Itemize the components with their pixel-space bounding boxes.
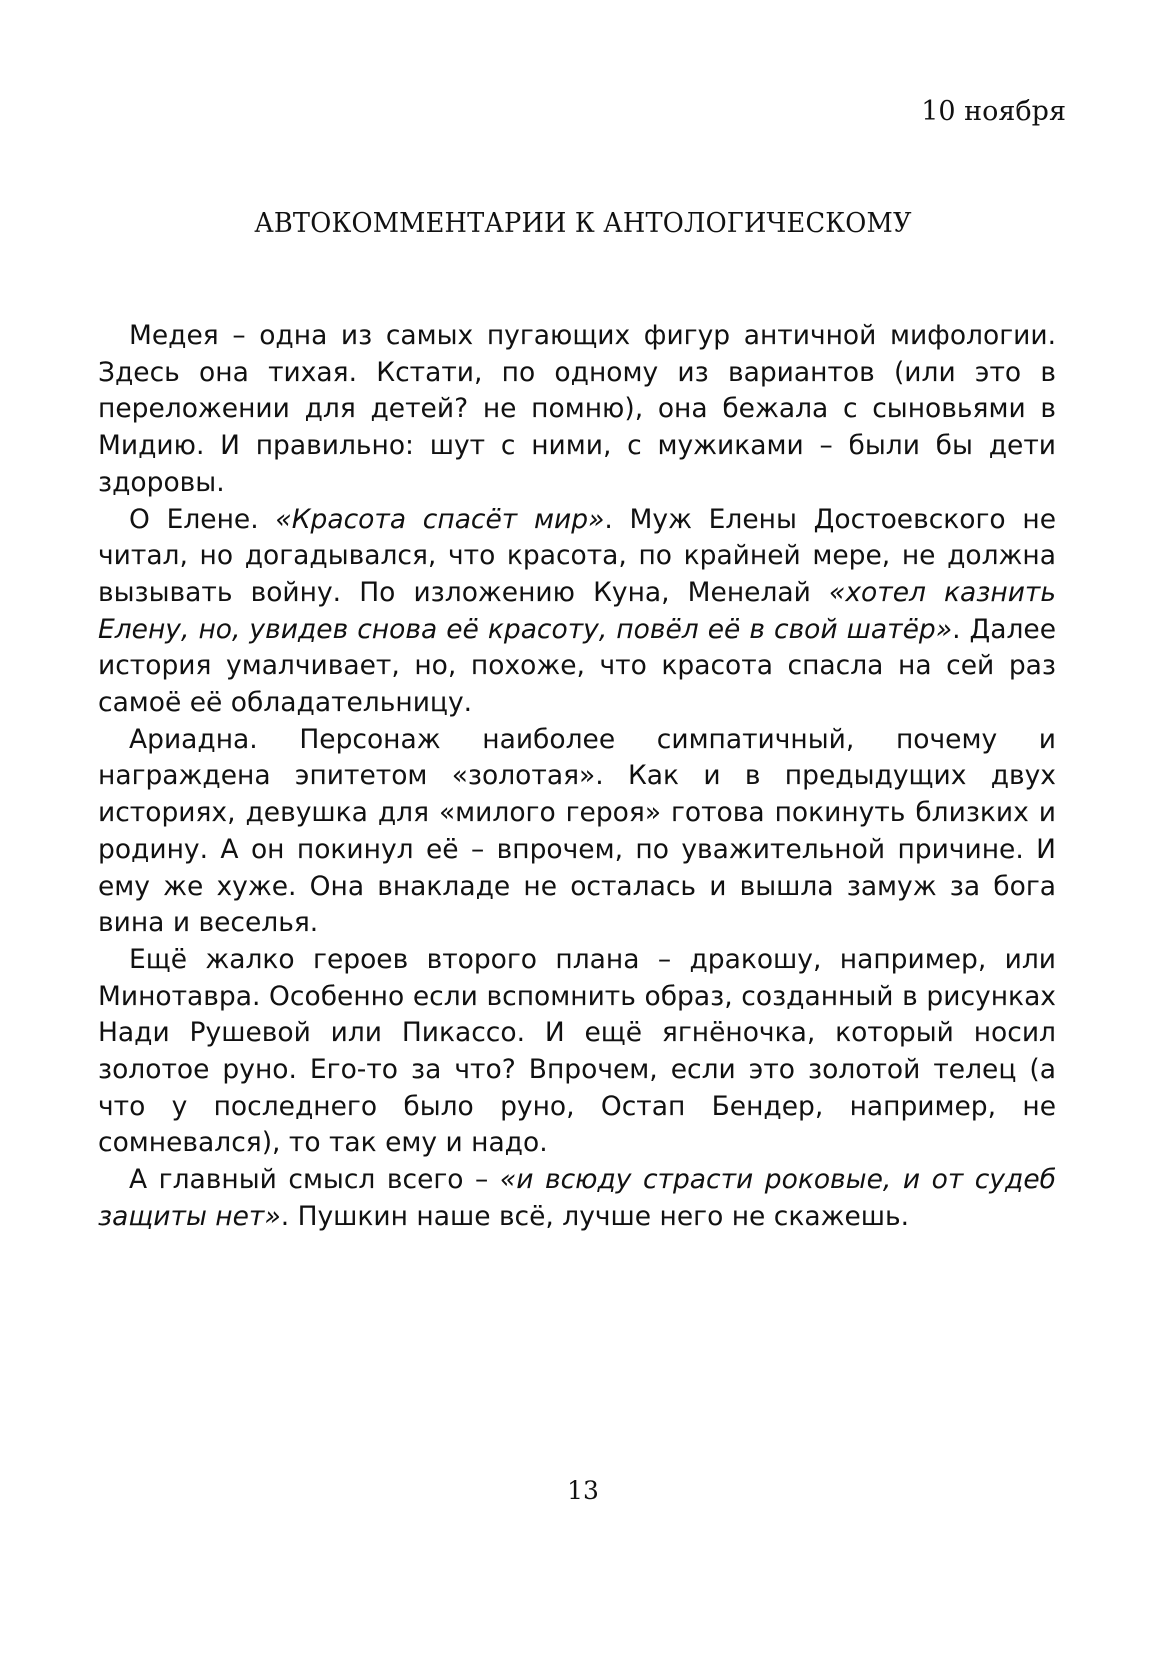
quotation-text: «и всюду страсти роковые, и от судеб защиты нет» bbox=[98, 1164, 1057, 1232]
quotation-text: «Красота спасёт мир» bbox=[275, 503, 605, 535]
quotation-text: «хотел казнить Елену, но, увидев снова её красоту, повёл её в свой шатёр» bbox=[98, 576, 1056, 645]
body-paragraph bbox=[98, 502, 1056, 722]
paragraph-text: О Елене. bbox=[129, 503, 276, 535]
paragraph-text: . Далее история умалчивает, но, похоже, что красота спасла на сей раз самоё её обладательницу. bbox=[98, 613, 1057, 719]
body-paragraph bbox=[98, 1162, 1056, 1235]
chapter-title: АВТОКОММЕНТАРИИ К АНТОЛОГИЧЕСКОМУ bbox=[254, 208, 912, 239]
paragraph-text: Ещё жалко героев второго плана – дракошу, например, или Минотавра. Особенно если вспомнить образ, созданный в рисунках Нади Рушевой или Пикассо. И ещё ягнёночка, который носил золотое руно. Его-то за что? Впрочем, если это золотой телец (а что у последнего было руно, Остап Бендер, например, не сомневался), то так ему и надо. bbox=[98, 943, 1056, 1159]
body-paragraph bbox=[98, 942, 1056, 1162]
page-number: 13 bbox=[567, 1476, 599, 1505]
paragraph-text: Медея – одна из самых пугающих фигур античной мифологии. Здесь она тихая. Кстати, по одному из вариантов (или это в переложении для детей? не помню), она бежала с сыновьями в Мидию. И правильно: шут с ними, с мужиками – были бы дети здоровы. bbox=[98, 320, 1056, 498]
paragraph-text: Ариадна. Персонаж наиболее симпатичный, почему и награждена эпитетом «золотая». Как и в предыдущих двух историях, девушка для «милого героя» готова покинуть близких и родину. А он покинул её – впрочем, по уважительной причине. И ему же хуже. Она внакладе не осталась и вышла замуж за бога вина и веселья. bbox=[98, 723, 1056, 939]
paragraph-text: . Пушкин наше всё, лучше него не скажешь. bbox=[280, 1200, 910, 1232]
body-paragraph bbox=[98, 722, 1056, 942]
entry-date: 10 ноября bbox=[921, 96, 1066, 127]
body-paragraph bbox=[98, 318, 1056, 502]
body-text bbox=[98, 318, 1056, 1236]
paragraph-text: . Муж Елены Достоевского не читал, но догадывался, что красота, по крайней мере, не должна вызывать войну. По изложению Куна, Менелай bbox=[98, 503, 1057, 608]
paragraph-text: А главный смысл всего – bbox=[129, 1164, 500, 1196]
